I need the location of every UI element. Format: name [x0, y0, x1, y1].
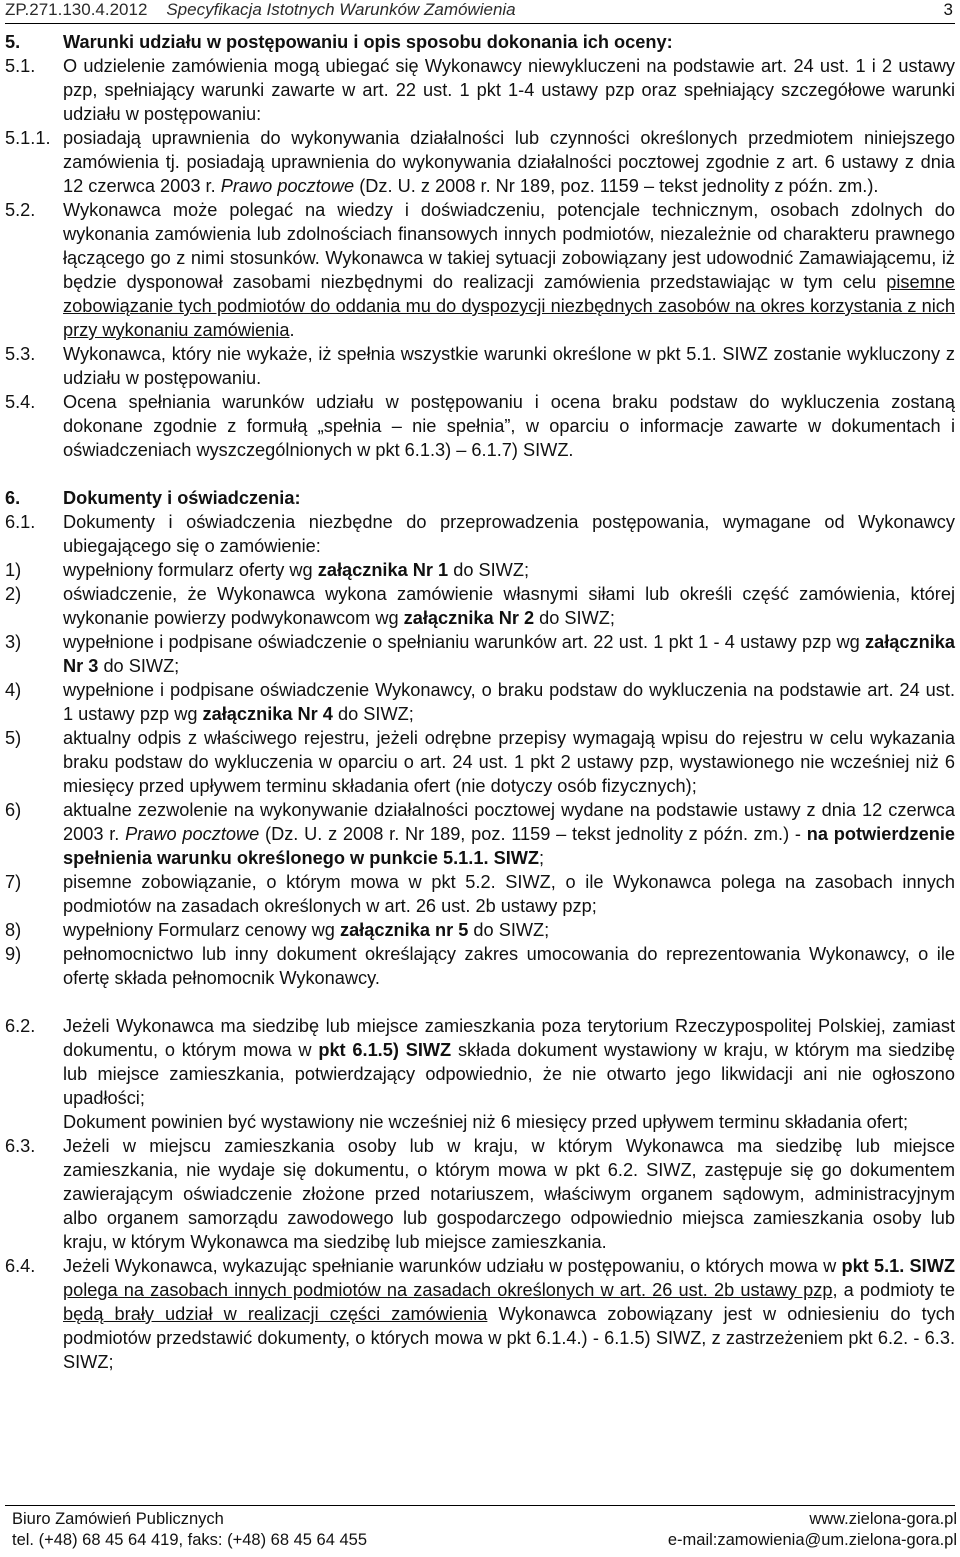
footer-office: Biuro Zamówień Publicznych — [12, 1510, 224, 1528]
paragraph-text: Jeżeli Wykonawca ma siedzibę lub miejsce zamieszkania poza terytorium Rzeczypospolitej Polskiej, zamiast dokumentu, o którym mowa w pkt 6.1.5) SIWZ składa dokument wystawiony w kraju, w którym ma siedzibę lub miejsce zamieszkania, potwierdzający odpowiednio, że nie otwarto jego likwidacji ani nie ogłoszono upadłości; Dokument powinien być wystawiony nie wcześniej niż 6 miesięcy przed upływem terminu składania ofert; — [63, 1016, 955, 1132]
bold-text: pkt 5.1. SIWZ — [841, 1256, 956, 1276]
attachment-reference: załącznika Nr 2 — [403, 608, 535, 628]
spacer — [5, 462, 955, 486]
bold-text: pkt 6.1.5) SIWZ — [318, 1040, 452, 1060]
section-title: Dokumenty i oświadczenia: — [63, 488, 301, 508]
paragraph-text: Jeżeli Wykonawca, wykazując spełnianie warunków udziału w postępowaniu, o których mowa w pkt 5.1. SIWZ polega na zasobach innych podmiotów na zasadach określonych w art. 26 ust. 2b ustawy pzp, a podmioty te będą brały udział w realizacji części zamówienia Wykonawca zobowiązany jest w odniesieniu do tych podmiotów przedstawić dokumenty, o których mowa w pkt 6.1.4.) - 6.1.5) SIWZ, z zastrzeżeniem pkt 6.2. - 6.3. SIWZ; — [63, 1256, 956, 1372]
act-title: Prawo pocztowe — [220, 176, 355, 196]
paragraph-text: O udzielenie zamówienia mogą ubiegać się Wykonawcy niewykluczeni na podstawie art. 24 ust. 1 i 2 ustawy pzp, spełniający warunki zawarte w art. 22 ust. 1 pkt 1-4 ustawy pzp oraz spełniający szczegółowe warunki udziału w postępowaniu: — [63, 56, 955, 124]
paragraph-6-3 — [5, 1134, 955, 1254]
bold-text: na potwierdzenie spełnienia warunku określonego w punkcie 5.1.1. SIWZ — [63, 824, 955, 868]
page-number: 3 — [943, 0, 953, 19]
list-number: 7) — [5, 872, 22, 892]
paragraph-text: Wykonawca, który nie wykaże, iż spełnia wszystkie warunki określone w pkt 5.1. SIWZ zostanie wykluczony z udziału w postępowaniu. — [63, 344, 955, 388]
attachment-reference: załącznika Nr 4 — [202, 704, 333, 724]
footer-phones: tel. (+48) 68 45 64 419, faks: (+48) 68 45 64 455 — [12, 1531, 367, 1549]
document-body — [5, 30, 955, 1374]
paragraph-number: 5.3. — [5, 344, 36, 364]
spacer — [5, 990, 955, 1014]
list-item: 9) pełnomocnictwo lub inny dokument określający zakres umocowania do reprezentowania Wykonawcy, o ile ofertę składa pełnomocnik Wykonawcy. — [5, 944, 955, 988]
section-6-heading — [5, 486, 955, 510]
list-item: 7) pisemne zobowiązanie, o którym mowa w pkt 5.2. SIWZ, o ile Wykonawca polega na zasobach innych podmiotów na zasadach określonych w art. 26 ust. 2b ustawy pzp; — [5, 872, 955, 916]
section-title: Warunki udziału w postępowaniu i opis sposobu dokonania ich oceny: — [63, 32, 673, 52]
paragraph-text: posiadają uprawnienia do wykonywania działalności lub czynności określonych przedmiotem niniejszego zamówienia tj. posiadają uprawnienia do wykonywania działalności pocztowej zgodnie z art. 6 ustawy z dnia 12 czerwca 2003 r. Prawo pocztowe (Dz. U. z 2008 r. Nr 189, poz. 1159 – tekst jednolity z późn. zm.). — [63, 128, 955, 196]
paragraph-6-4 — [5, 1254, 955, 1374]
paragraph-text: Dokumenty i oświadczenia niezbędne do przeprowadzenia postępowania, wymagane od Wykonawcy ubiegającego się o zamówienie: — [63, 512, 955, 556]
act-title: Prawo pocztowe — [125, 824, 260, 844]
section-number: 6. — [5, 488, 21, 508]
paragraph-5-4 — [5, 390, 955, 462]
paragraph-5-2 — [5, 198, 955, 342]
paragraph-number: 6.1. — [5, 512, 36, 532]
list-number: 1) — [5, 560, 22, 580]
underlined-text: będą brały udział w realizacji części zamówienia — [63, 1304, 488, 1324]
attachment-reference: załącznika Nr 3 — [63, 632, 955, 676]
page-footer — [12, 1509, 957, 1551]
list-item: 3) wypełnione i podpisane oświadczenie o spełnianiu warunków art. 22 ust. 1 pkt 1 - 4 ustawy pzp wg załącznika Nr 3 do SIWZ; — [5, 632, 955, 676]
paragraph-text: Jeżeli w miejscu zamieszkania osoby lub w kraju, w którym Wykonawca ma siedzibę lub miejsce zamieszkania, nie wydaje się dokumentu, o którym mowa w pkt 6.2. SIWZ, zastępuje się go dokumentem zawierającym oświadczenie złożone przed notariuszem, właściwym organem sądowym, administracyjnym albo organem samorządu zawodowego lub gospodarczego odpowiednio miejsca zamieszkania osoby lub kraju, w którym Wykonawca ma siedzibę lub miejsce zamieszkania. — [63, 1136, 955, 1252]
list-number: 8) — [5, 920, 22, 940]
paragraph-text: Wykonawca może polegać na wiedzy i doświadczeniu, potencjale technicznym, osobach zdolnych do wykonania zamówienia lub zdolnościach finansowych innych podmiotów, niezależnie od charakteru prawnego łączącego go z nimi stosunków. Wykonawca w takiej sytuacji zobowiązany jest udowodnić Zamawiającemu, iż będzie dysponował zasobami niezbędnymi do realizacji zamówienia przedstawiając w tym celu pisemne zobowiązanie tych podmiotów do oddania mu do dyspozycji niezbędnych zasobów na okres korzystania z nich przy wykonaniu zamówienia. — [63, 200, 955, 340]
list-number: 4) — [5, 680, 22, 700]
paragraph-number: 6.4. — [5, 1256, 36, 1276]
paragraph-5-1-1 — [5, 126, 955, 198]
list-item: 4) wypełnione i podpisane oświadczenie Wykonawcy, o braku podstaw do wykluczenia na podstawie art. 24 ust. 1 ustawy pzp wg załącznika Nr 4 do SIWZ; — [5, 680, 955, 724]
paragraph-number: 6.2. — [5, 1016, 36, 1036]
list-number: 3) — [5, 632, 22, 652]
list-number: 9) — [5, 944, 22, 964]
list-number: 6) — [5, 800, 22, 820]
paragraph-number: 5.4. — [5, 392, 36, 412]
list-number: 5) — [5, 728, 22, 748]
underlined-text: pisemne zobowiązanie tych podmiotów do oddania mu do dyspozycji niezbędnych zasobów na okres korzystania z nich przy wykonaniu zamówienia — [63, 272, 955, 340]
list-item: 6) aktualne zezwolenie na wykonywanie działalności pocztowej wydane na podstawie ustawy z dnia 12 czerwca 2003 r. Prawo pocztowe (Dz. U. z 2008 r. Nr 189, poz. 1159 – tekst jednolity z późn. zm.) - na potwierdzenie spełnienia warunku określonego w punkcie 5.1.1. SIWZ; — [5, 800, 955, 868]
footer-divider — [5, 1505, 955, 1506]
document-code: ZP.271.130.4.2012 — [5, 0, 148, 19]
list-item: 8) wypełniony Formularz cenowy wg załącznika nr 5 do SIWZ; — [5, 920, 550, 940]
attachment-reference: załącznika Nr 1 — [317, 560, 449, 580]
section-number: 5. — [5, 32, 21, 52]
paragraph-text: Ocena spełniania warunków udziału w postępowaniu i ocena braku podstaw do wykluczenia zostaną dokonane zgodnie z formułą „spełnia – nie spełnia”, w oparciu o informacje zawarte w dokumentach i oświadczeniach wyszczególnionych w pkt 6.1.3) – 6.1.7) SIWZ. — [63, 392, 955, 460]
paragraph-5-1 — [5, 54, 955, 126]
footer-email[interactable]: e-mail:zamowienia@um.zielona-gora.pl — [667, 1531, 957, 1549]
underlined-text: polega na zasobach innych podmiotów na zasadach określonych w art. 26 ust. 2b ustawy pzp — [63, 1280, 833, 1300]
paragraph-6-2 — [5, 1014, 955, 1134]
footer-website[interactable]: www.zielona-gora.pl — [809, 1510, 957, 1528]
paragraph-number: 6.3. — [5, 1136, 36, 1156]
paragraph-5-3 — [5, 342, 955, 390]
section-5-heading — [5, 30, 955, 54]
page-header — [5, 0, 955, 24]
list-number: 2) — [5, 584, 22, 604]
paragraph-6-1 — [5, 510, 955, 558]
list-item: 1) wypełniony formularz oferty wg załącznika Nr 1 do SIWZ; — [5, 560, 530, 580]
paragraph-number: 5.1.1. — [5, 128, 51, 148]
document-title: Specyfikacja Istotnych Warunków Zamówienia — [166, 0, 516, 19]
paragraph-number: 5.2. — [5, 200, 36, 220]
list-item: 5) aktualny odpis z właściwego rejestru, jeżeli odrębne przepisy wymagają wpisu do rejestru w celu wykazania braku podstaw do wykluczenia w oparciu o art. 24 ust. 1 pkt 2 ustawy pzp, wystawionego nie wcześniej niż 6 miesięcy przed upływem terminu składania ofert (nie dotyczy osób fizycznych); — [5, 728, 955, 796]
paragraph-number: 5.1. — [5, 56, 36, 76]
list-item: 2) oświadczenie, że Wykonawca wykona zamówienie własnymi siłami lub określi część zamówienia, której wykonanie powierzy podwykonawcom wg załącznika Nr 2 do SIWZ; — [5, 584, 955, 628]
attachment-reference: załącznika nr 5 — [339, 920, 469, 940]
header-left — [5, 0, 516, 19]
